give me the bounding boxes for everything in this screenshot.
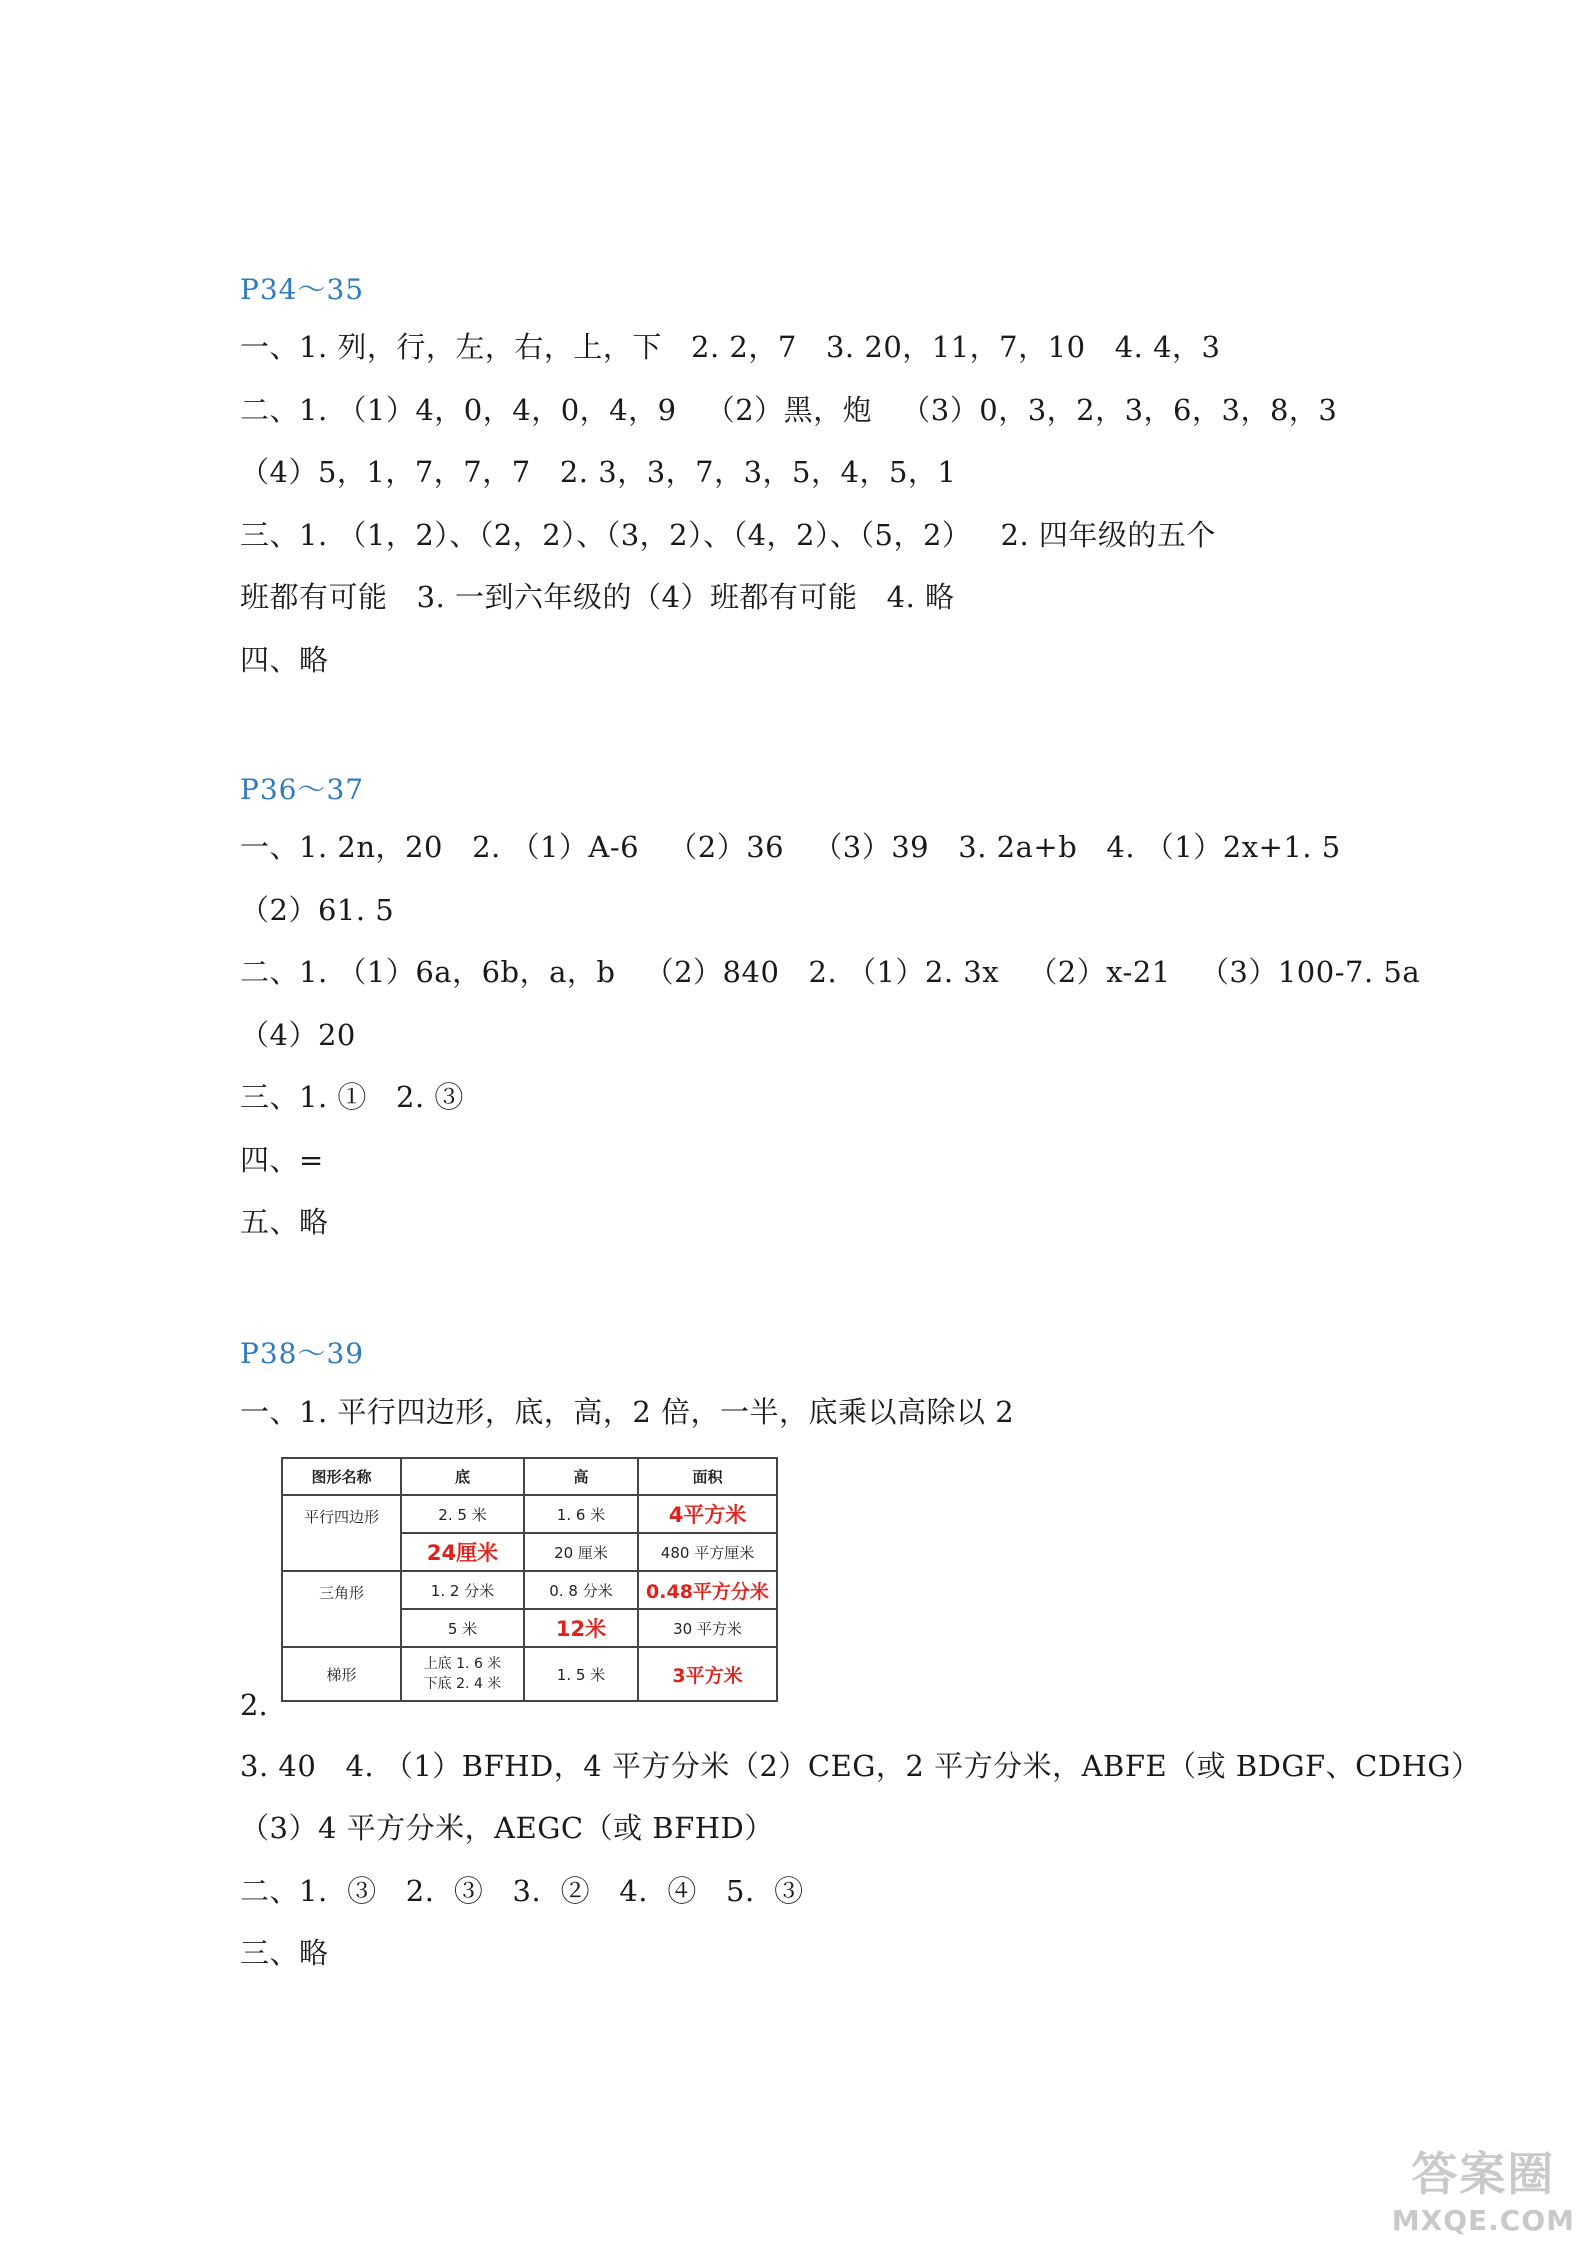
table-cell-answer: 4平方米	[638, 1495, 777, 1533]
trapezoid-top-base: 上底 1. 6 米	[423, 1656, 502, 1672]
table-header: 图形名称	[282, 1458, 401, 1495]
table-header: 高	[524, 1458, 638, 1495]
section-heading-p38-39: P38～39	[240, 1337, 365, 1370]
watermark-title: 答案圈	[1411, 2147, 1556, 2201]
answer-line: 二、1. ③ 2. ③ 3. ② 4. ④ 5. ③	[240, 1874, 804, 1908]
answer-line: 二、1. （1）4，0，4，0，4，9 （2）黑，炮 （3）0，3，2，3，6，3，8，3	[240, 393, 1338, 427]
answer-line: （3）4 平方分米，AEGC（或 BFHD）	[240, 1811, 774, 1845]
table-cell: 1. 2 分米	[401, 1571, 524, 1609]
answer-line: 三、略	[240, 1936, 329, 1970]
table-cell-shape: 梯形	[282, 1647, 401, 1701]
table-cell: 0. 8 分米	[524, 1571, 638, 1609]
table-cell: 5 米	[401, 1609, 524, 1647]
table-cell: 20 厘米	[524, 1533, 638, 1571]
table-label: 2.	[240, 1688, 268, 1722]
table-cell: 480 平方厘米	[638, 1533, 777, 1571]
answer-line: 三、1. ① 2. ③	[240, 1080, 464, 1114]
table-header: 面积	[638, 1458, 777, 1495]
answer-line: 二、1. （1）6a，6b，a，b （2）840 2. （1）2. 3x （2）x-21 （3）100-7. 5a	[240, 955, 1421, 989]
answer-line: 四、=	[240, 1143, 324, 1177]
table-cell: 2. 5 米	[401, 1495, 524, 1533]
answer-line: 一、1. 平行四边形，底，高，2 倍，一半，底乘以高除以 2	[240, 1395, 1015, 1429]
answer-line: （4）5，1，7，7，7 2. 3，3，7，3，5，4，5，1	[240, 455, 957, 489]
answer-line: （4）20	[240, 1018, 356, 1052]
answer-line: 五、略	[240, 1205, 329, 1239]
answer-line: 一、1. 列，行，左，右，上，下 2. 2，7 3. 20，11，7，10 4. 4，3	[240, 330, 1221, 364]
answer-line: 3. 40 4. （1）BFHD，4 平方分米（2）CEG，2 平方分米，ABFE（或 BDGF、CDHG）	[240, 1749, 1481, 1783]
watermark-url: MXQE.COM	[1391, 2204, 1575, 2237]
trapezoid-bottom-base: 下底 2. 4 米	[423, 1676, 502, 1692]
area-table	[281, 1457, 778, 1702]
answer-line: 班都有可能 3. 一到六年级的（4）班都有可能 4. 略	[240, 580, 955, 614]
table-cell: 1. 6 米	[524, 1495, 638, 1533]
table-cell-shape: 平行四边形	[282, 1495, 401, 1571]
answer-line: 三、1. （1，2）、（2，2）、（3，2）、（4，2）、（5，2） 2. 四年级的五个	[240, 518, 1216, 552]
answer-line: 四、略	[240, 643, 329, 677]
answer-line: 一、1. 2n，20 2. （1）A-6 （2）36 （3）39 3. 2a+b 4. （1）2x+1. 5	[240, 830, 1341, 864]
table-cell: 30 平方米	[638, 1609, 777, 1647]
table-cell-answer: 24厘米	[401, 1533, 524, 1571]
table-cell-answer: 3平方米	[638, 1647, 777, 1701]
table-header: 底	[401, 1458, 524, 1495]
section-heading-p36-37: P36～37	[240, 773, 365, 806]
watermark-logo	[1392, 2138, 1575, 2237]
answer-line: （2）61. 5	[240, 893, 395, 927]
table-cell: 1. 5 米	[524, 1647, 638, 1701]
table-cell-answer: 0.48平方分米	[638, 1571, 777, 1609]
section-heading-p34-35: P34～35	[240, 273, 365, 306]
table-cell-base	[401, 1647, 524, 1701]
table-cell-answer: 12米	[524, 1609, 638, 1647]
table-cell-shape: 三角形	[282, 1571, 401, 1647]
